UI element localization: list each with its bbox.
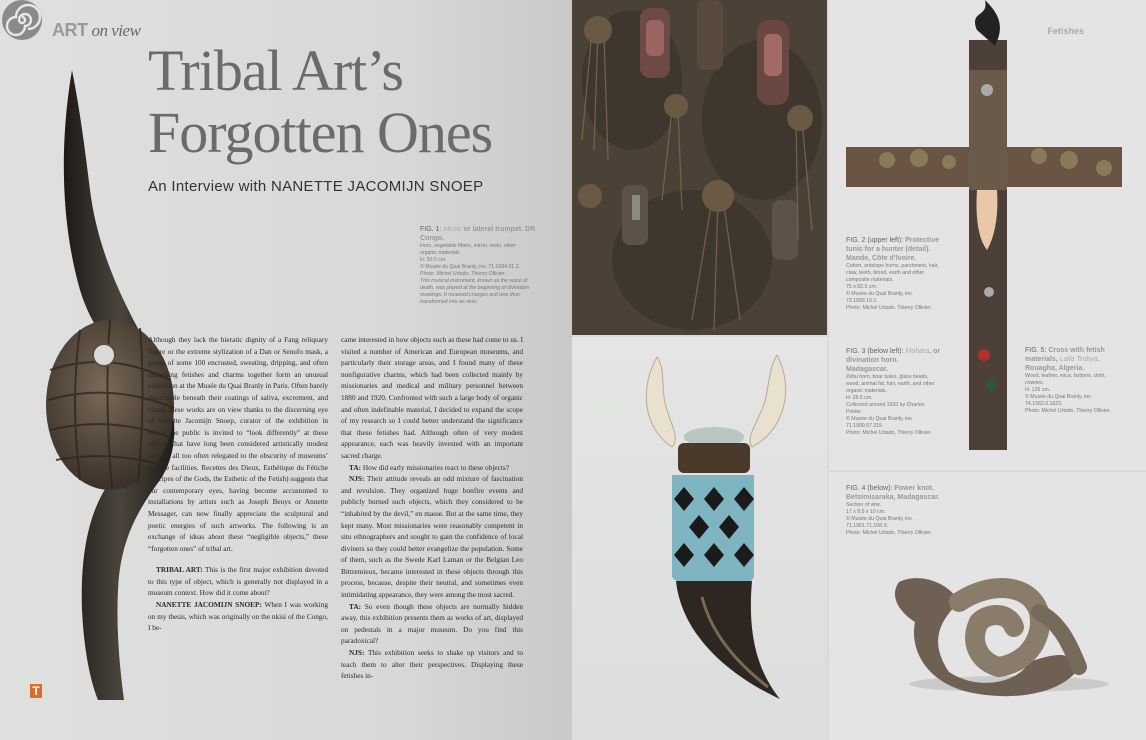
fig1-caption [420,225,540,306]
fig1-name: or lateral trumpet. DR Congo. [420,226,536,242]
question-text: So even though these objects are normally hidden away, this exhibition presents them as works of art, displayed on pedestals in a major museum. Do you find this paradoxical? [341,601,523,646]
left-page [0,0,572,740]
fig1-line: © Musée du Quai Branly, inv. 71.1984.31.2. [420,264,520,270]
fig2-label: FIG. 2 (upper left): [846,237,904,244]
fig2-caption [846,236,942,312]
fig4-line: 17 x 8.5 x 10 cm. [846,509,886,515]
title-line-1: Tribal Art’s [148,38,403,103]
fig2-line: Cotton, antelope horns, parchment, hair, claw, teeth, blood, earth and other composite materials. [846,263,939,283]
spiral-logo-icon [2,0,46,44]
magazine-logo-icon: T [30,684,42,698]
answer-lead: NJS: [349,648,365,658]
article-column-2 [341,334,523,682]
fig5-name-italic: Lalla Trubya [1059,356,1098,363]
section-tag [52,20,140,41]
fig3-caption [846,347,942,437]
answer-text: When I was working on my thesis, which was originally on the nkisi of the Congo, I be- [148,600,328,633]
fig3-label: FIG. 3 (below left): [846,348,904,355]
answer-text: Their attitude reveals an odd mixture of fascination and revulsion. They organized huge bonfire events and publicly burned such objects, which they considered to be “inhabited by the devil,” en masse. But at the same time, they kept many. Most missionaries were reasonably competent in situ ethnographers and sought to gain the confidence of local diviners so they could better evangelize the population. Some of them, such as the Swede Karl Laman or the Belgian Leo Bittremieux, became interested in these objects through this process, because, despite their neutral, and sometimes even intimidating appearance, they were among the most sacred. [341,474,523,600]
fig4-label: FIG. 4 (below): [846,485,895,492]
fig1-line: organic materials. [420,250,461,256]
fig1-line: H: 50.5 cm. [420,257,447,263]
divination-horn-photo [572,337,827,740]
section-tag-sub: on view [91,21,141,40]
hunter-tunic-photo [572,0,827,335]
title-line-2: Forgotten Ones [148,100,493,165]
answer-text: This exhibition seeks to shake up visitors and to teach them to alter their perspectives. Displaying these fetishes in- [341,648,523,681]
fig5-line: Photo: Michel Urtado, Thierry Ollivier. [1025,408,1111,414]
fig1-label: FIG. 1: [420,226,444,233]
fig1-name-italic: Mosic [443,226,462,233]
fig2-line: © Musée du Quai Branly, inv. 73.1999.16.1. [846,291,913,304]
fig3-line: © Musée du Quai Branly, inv. 71.1990.57.315. [846,416,913,429]
answer-continued: came interested in how objects such as these had come to us. I visited a number of American and European museums, and particularly their storage areas, and I found many of these nonfigurative charms, which had been collected mainly by missionaries and medical and military personnel between 1880 and 1920. Confronted with such a large body of organic and often indefinable material, I decided to expand the scope of my research so I could better understand the significance that these fetishes had. Although often of very modest appearance, each was heavily invested with an important sacred charge. [341,335,523,460]
fig5-line: H: 126 cm. [1025,387,1051,393]
fig3-name: , or divination horn. Madagascar. [846,348,941,373]
answer-lead: NJS: [349,474,365,484]
fig3-line: Photo: Michel Urtado, Thierry Ollivier. [846,430,932,436]
fig4-line: Photo: Michel Urtado, Thierry Ollivier. [846,530,932,536]
fig1-line: Horn, vegetable fibers, mirror, resin, other [420,243,516,249]
question-text: How did early missionaries react to these objects? [361,462,509,472]
fig4-name: Power knot. Betsimisaraka, Madagascar. [846,485,940,501]
fig3-line: Collected around 1930 by Charles Poirier. [846,402,925,415]
fig4-caption [846,484,942,537]
fig2-line: Photo: Michel Urtado, Thierry Ollivier. [846,305,932,311]
answer-lead: NANETTE JACOMIJN SNOEP: [156,600,262,610]
fig5-name: Cross with fetish materials, [1025,347,1105,363]
fig1-line: Photo: Michel Urtado, Thierry Ollivier. [420,271,506,277]
question-lead: TA: [349,462,362,472]
fig1-note: This musical instrument, known as the voice of death, was played at the beginning of divination meetings. It received charges and was thus transformed into an nkisi. [420,278,530,305]
fig3-line: Zebu horn, boar tusks, glass beads, wood, animal fat, hair, earth, and other organic materials. [846,374,935,394]
fig4-line: Section of vine. [846,502,882,508]
fig2-name: Protective tunic for a hunter (detail). Mande, Côte d’Ivoire. [846,237,939,262]
fig5-name-end: . Rouagha, Algeria. [1025,356,1100,372]
fig3-line: H: 28.5 cm. [846,395,873,401]
fig5-label: FIG. 5: [1025,347,1049,354]
question-text: This is the first major exhibition devoted to this type of object, which is generally not displayed in a museum context. How did it come about? [148,565,328,598]
intro-paragraph: Although they lack the hieratic dignity of a Fang reliquary figure or the extreme stylization of a Dan or Senufo mask, a group of some 100 encrusted, sweating, dripping, and often disturbing fetishes and charms together form an unusual exhibition at the Musée du Quai Branly in Paris. Often barely discernible beneath their coatings of saliva, excrement, and blood, these works are on view thanks to the discerning eye of Nanette Jacomijn Snoep, curator of the exhibition in which the public is invited to “look differently” at these objects that have long been considered artistically modest and are all too often relegated to the obscurity of museums’ storage facilities. Recettes des Dieux, Esthétique du Fétiche (Recipes of the Gods, the Esthetic of the Fetish) suggests that our contemporary eyes, having become accustomed to installations by artists such as Joseph Beuys or Annette Messager, can now finally appreciate the sculptural and poetic energies of such artworks. The following is an exchange of ideas about these “negligible objects,” these “forgotten ones” of tribal art. [148,335,328,553]
fig2-line: 75 x 82.5 cm. [846,284,878,290]
fig4-line: © Musée du Quai Branly, inv. 71.1961.71.108 X. [846,516,913,529]
article-subtitle: An Interview with NANETTE JACOMIJN SNOEP [148,178,484,195]
fig5-caption [1025,346,1125,415]
fig5-line: © Musée du Quai Branly, inv. 74.1962.0.1623. [1025,394,1092,407]
article-column-1 [148,334,328,634]
question-lead: TA: [349,601,362,611]
running-head: Fetishes [1047,26,1084,36]
section-tag-main: ART [52,20,88,40]
question-lead: TRIBAL ART: [156,565,203,575]
fig5-line: Wood, leather, mica, buttons, cloth, cowries. [1025,373,1106,386]
fig3-name-italic: Mohara [905,348,930,355]
